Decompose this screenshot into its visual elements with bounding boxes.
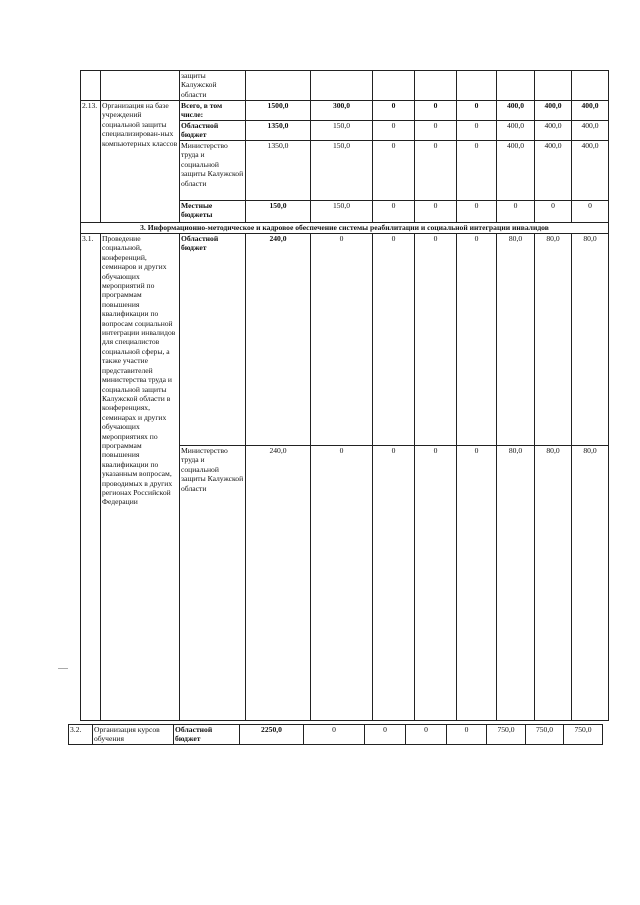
value-cell: 0 xyxy=(373,201,415,223)
value-cell: 80,0 xyxy=(497,446,535,721)
value-cell: 0 xyxy=(447,725,487,745)
source-cell: Областной бюджет xyxy=(174,725,240,745)
value-cell: 300,0 xyxy=(311,101,373,121)
value-cell: 400,0 xyxy=(572,121,609,141)
scan-mark xyxy=(58,668,68,669)
value-cell: 400,0 xyxy=(535,121,572,141)
row-index: 3.1. xyxy=(81,234,101,721)
source-cell: Местные бюджеты xyxy=(180,201,246,223)
value-cell: 0 xyxy=(415,141,457,201)
value-cell: 400,0 xyxy=(535,101,572,121)
value-cell: 0 xyxy=(457,141,497,201)
value-cell: 0 xyxy=(304,725,365,745)
source-cell: Министерство труда и социальной защиты Калужской области xyxy=(180,446,246,721)
source-cell: защиты Калужской области xyxy=(180,71,246,101)
section-heading-row xyxy=(81,223,609,234)
value-cell: 1350,0 xyxy=(246,141,311,201)
value-cell: 2250,0 xyxy=(240,725,304,745)
value-cell: 750,0 xyxy=(487,725,526,745)
value-cell: 400,0 xyxy=(572,101,609,121)
value-cell: 150,0 xyxy=(311,121,373,141)
value-cell: 0 xyxy=(311,446,373,721)
table-row xyxy=(69,725,603,745)
budget-table xyxy=(80,70,609,721)
value-cell: 0 xyxy=(457,234,497,446)
value-cell: 0 xyxy=(457,446,497,721)
value-cell: 400,0 xyxy=(497,101,535,121)
value-cell: 400,0 xyxy=(497,121,535,141)
value-cell: 0 xyxy=(373,446,415,721)
value-cell: 80,0 xyxy=(497,234,535,446)
value-cell: 750,0 xyxy=(564,725,603,745)
budget-table-continued xyxy=(68,724,603,745)
value-cell: 80,0 xyxy=(535,446,572,721)
value-cell: 0 xyxy=(373,141,415,201)
row-title: Организация на базе учреждений социальной защиты специализирован-ных компьютерных классов xyxy=(101,101,180,223)
value-cell: 1350,0 xyxy=(246,121,311,141)
value-cell: 0 xyxy=(457,201,497,223)
value-cell: 80,0 xyxy=(572,234,609,446)
value-cell: 150,0 xyxy=(311,141,373,201)
value-cell: 0 xyxy=(535,201,572,223)
table-row xyxy=(81,71,609,101)
value-cell: 0 xyxy=(415,121,457,141)
value-cell: 80,0 xyxy=(535,234,572,446)
row-title: Проведение социальной, конференций, семинаров и других обучающих мероприятий по программам повышения квалификации по вопросам социальной интеграции инвалидов для специалистов социальной сферы, а также участие представителей министерства труда и социальной защиты Калужской области в конференциях, семинарах и других обучающих мероприятиях по программам повышения квалификации по указанным вопросам, проводимых в других регионах Российской Федерации xyxy=(101,234,180,721)
source-cell: Областной бюджет xyxy=(180,234,246,446)
value-cell: 0 xyxy=(373,121,415,141)
row-index: 2.13. xyxy=(81,101,101,223)
value-cell: 240,0 xyxy=(246,446,311,721)
value-cell: 0 xyxy=(365,725,406,745)
value-cell: 0 xyxy=(415,201,457,223)
value-cell: 0 xyxy=(406,725,447,745)
value-cell: 0 xyxy=(415,101,457,121)
value-cell: 240,0 xyxy=(246,234,311,446)
section-title: 3. Информационно-методическое и кадровое обеспечение системы реабилитации и социальной интеграции инвалидов xyxy=(81,223,609,234)
source-cell: Областной бюджет xyxy=(180,121,246,141)
value-cell: 1500,0 xyxy=(246,101,311,121)
source-cell: Министерство труда и социальной защиты Калужской области xyxy=(180,141,246,201)
source-cell: Всего, в том числе: xyxy=(180,101,246,121)
table-row xyxy=(81,101,609,121)
value-cell: 150,0 xyxy=(246,201,311,223)
row-index: 3.2. xyxy=(69,725,93,745)
row-title: Организация курсов обучения xyxy=(93,725,174,745)
value-cell: 0 xyxy=(457,121,497,141)
value-cell: 400,0 xyxy=(572,141,609,201)
table-row xyxy=(81,234,609,446)
value-cell: 400,0 xyxy=(497,141,535,201)
value-cell: 0 xyxy=(415,234,457,446)
value-cell: 0 xyxy=(373,101,415,121)
value-cell: 0 xyxy=(311,234,373,446)
value-cell: 0 xyxy=(415,446,457,721)
value-cell: 0 xyxy=(373,234,415,446)
value-cell: 150,0 xyxy=(311,201,373,223)
value-cell: 0 xyxy=(572,201,609,223)
value-cell: 750,0 xyxy=(526,725,564,745)
value-cell: 0 xyxy=(457,101,497,121)
value-cell: 80,0 xyxy=(572,446,609,721)
value-cell: 0 xyxy=(497,201,535,223)
value-cell: 400,0 xyxy=(535,141,572,201)
